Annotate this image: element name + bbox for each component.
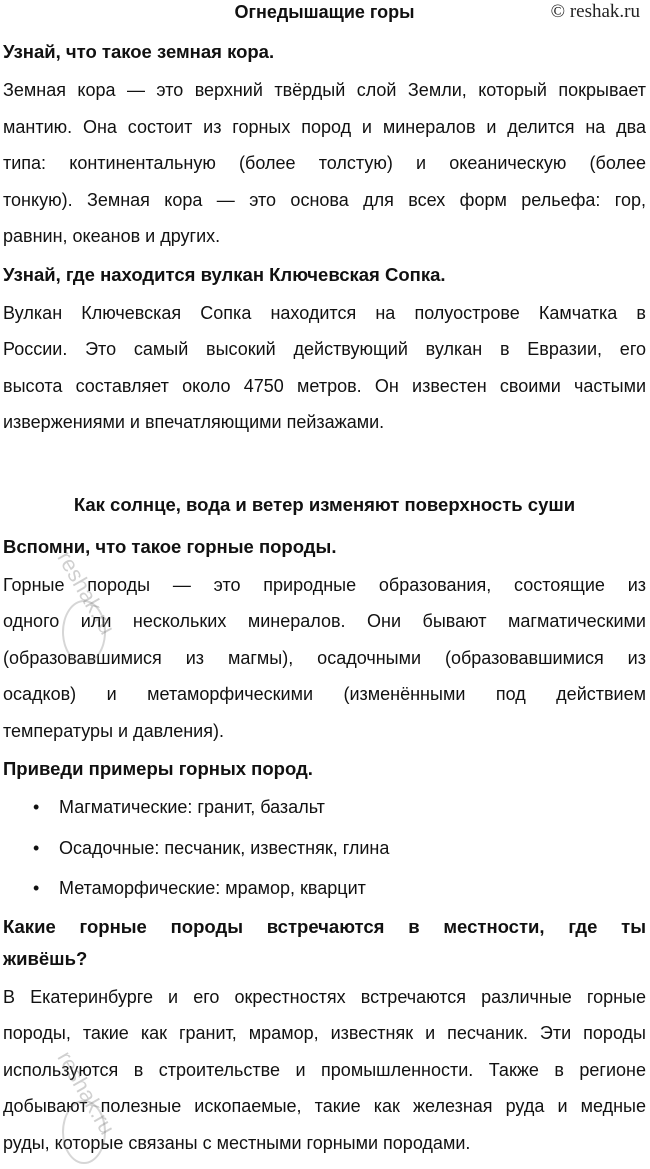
list-item bbox=[3, 828, 646, 869]
paragraph-rocks bbox=[3, 567, 646, 750]
text-line: породы, такие как гранит, мрамор, известняк и песчаник. Эти породы bbox=[3, 1023, 646, 1043]
text-line: температуры и давления). bbox=[3, 720, 224, 741]
bullet-icon: • bbox=[33, 797, 40, 817]
watermark-circle-icon bbox=[62, 600, 106, 664]
bullet-icon: • bbox=[33, 878, 40, 898]
watermark: reshak.ru bbox=[52, 1046, 121, 1139]
rock-examples-list bbox=[3, 787, 646, 909]
heading-local-rocks bbox=[3, 911, 646, 975]
watermark-circle-icon bbox=[62, 1100, 106, 1164]
list-item-text: Магматические: гранит, базальт bbox=[59, 797, 325, 817]
text-line: высота составляет около 4750 метров. Он известен своими частыми bbox=[3, 375, 646, 396]
list-item-text: Метаморфические: мрамор, кварцит bbox=[59, 878, 366, 898]
text-line: осадков) и метаморфическими (изменёнными под действием bbox=[3, 684, 646, 704]
bullet-icon: • bbox=[33, 837, 40, 858]
text-line: извержениями и впечатляющими пейзажами. bbox=[3, 412, 385, 432]
text-line: мантию. Она состоит из горных пород и минералов и делится на два bbox=[3, 116, 646, 137]
heading-volcano: Узнай, где находится вулкан Ключевская Сопка. bbox=[3, 263, 446, 285]
page-header bbox=[3, 0, 646, 34]
list-item-text: Осадочные: песчаник, известняк, глина bbox=[59, 837, 390, 858]
heading-line: Какие горные породы встречаются в местности, где ты bbox=[3, 915, 646, 937]
list-item bbox=[3, 787, 646, 828]
text-line: руды, которые связаны с местными горными породами. bbox=[3, 1132, 471, 1153]
page-title: Огнедышащие горы bbox=[234, 2, 415, 22]
text-line: типа: континентальную (более толстую) и океаническую (более bbox=[3, 153, 646, 173]
text-line: добывают полезные ископаемые, такие как железная руда и медные bbox=[3, 1096, 646, 1116]
copyright-label: © reshak.ru bbox=[550, 1, 640, 22]
heading-rocks: Вспомни, что такое горные породы. bbox=[3, 535, 337, 557]
paragraph-volcano bbox=[3, 295, 646, 441]
text-line: используются в строительстве и промышленности. Также в регионе bbox=[3, 1059, 646, 1080]
text-line: равнин, океанов и других. bbox=[3, 226, 221, 246]
text-line: Вулкан Ключевская Сопка находится на полуострове Камчатка в bbox=[3, 302, 646, 323]
section-title: Как солнце, вода и ветер изменяют поверхность суши bbox=[73, 493, 576, 515]
paragraph-earth-crust bbox=[3, 72, 646, 255]
text-line: В Екатеринбурге и его окрестностях встречаются различные горные bbox=[3, 986, 646, 1007]
heading-earth-crust: Узнай, что такое земная кора. bbox=[3, 41, 275, 62]
text-line: Горные породы — это природные образования, состоящие из bbox=[3, 574, 646, 595]
text-line: Земная кора — это верхний твёрдый слой Земли, который покрывает bbox=[3, 80, 646, 100]
text-line: (образовавшимися из магмы), осадочными (образовавшимися из bbox=[3, 647, 646, 668]
text-line: одного или нескольких минералов. Они бывают магматическими bbox=[3, 611, 646, 631]
heading-rock-examples: Приведи примеры горных пород. bbox=[3, 758, 313, 779]
heading-line: живёшь? bbox=[3, 947, 88, 969]
text-line: России. Это самый высокий действующий вулкан в Евразии, его bbox=[3, 339, 646, 359]
list-item bbox=[3, 868, 646, 909]
watermark: reshak.ru bbox=[52, 546, 121, 639]
text-line: тонкую). Земная кора — это основа для всех форм рельефа: гор, bbox=[3, 189, 646, 210]
